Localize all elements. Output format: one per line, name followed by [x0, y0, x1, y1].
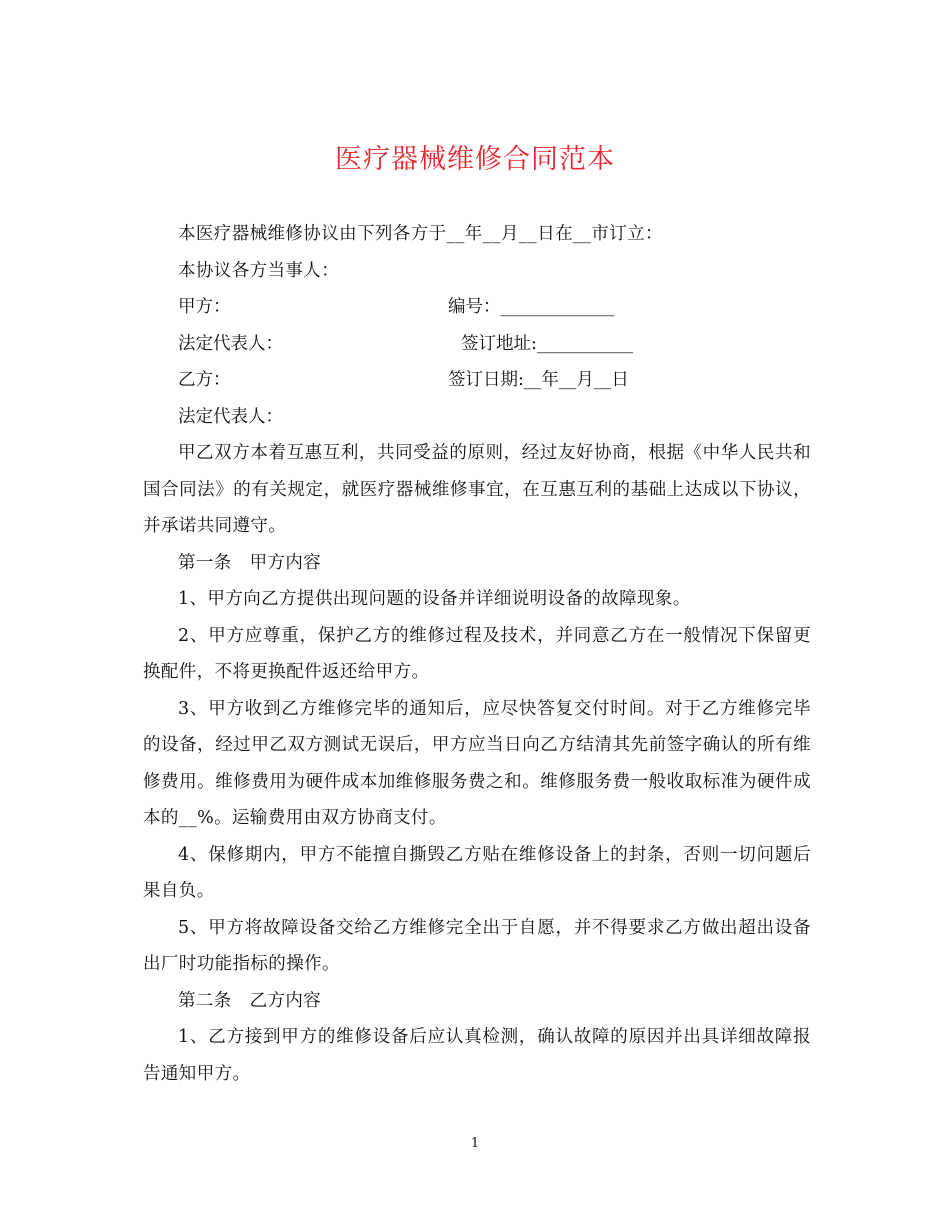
- party-a-label: 甲方：: [178, 297, 231, 317]
- preamble-paragraph: 甲乙双方本着互惠互利，共同受益的原则，经过友好协商，根据《中华人民共和国合同法》的有关规定，就医疗器械维修事宜，在互惠互利的基础上达成以下协议，并承诺共同遵守。: [143, 443, 811, 536]
- article-one-heading: 第一条 甲方内容: [178, 552, 322, 573]
- signing-date-field: 签订日期:__年__月__日: [448, 370, 629, 390]
- party-row: [143, 289, 811, 326]
- article-one-clause-1: 1、甲方向乙方提供出现问题的设备并详细说明设备的故障现象。: [178, 589, 691, 609]
- article-two-clause-1: 1、乙方接到甲方的维修设备后应认真检测，确认故障的原因并出具详细故障报告通知甲方。: [143, 1027, 811, 1084]
- document-title: 医疗器械维修合同范本: [335, 144, 615, 175]
- party-row: [143, 399, 811, 436]
- article-one-clause-2: 2、甲方应尊重，保护乙方的维修过程及技术，并同意乙方在一般情况下保留更换配件，不将更换配件返还给甲方。: [143, 625, 811, 682]
- article-one-clause-4: 4、保修期内，甲方不能擅自撕毁乙方贴在维修设备上的封条，否则一切问题后果自负。: [143, 844, 811, 901]
- article-two-heading: 第二条 乙方内容: [178, 990, 322, 1011]
- party-row: [143, 362, 811, 399]
- party-b-representative-label: 法定代表人：: [178, 406, 283, 427]
- party-b-label: 乙方：: [178, 370, 231, 390]
- article-one-clause-3: 3、甲方收到乙方维修完毕的通知后，应尽快答复交付时间。对于乙方维修完毕的设备，经过甲乙双方测试无误后，甲方应当日向乙方结清其先前签字确认的所有维修费用。维修费用为硬件成本加维修服务费之和。维修服务费一般收取标准为硬件成本的__%。运输费用由双方协商支付。: [143, 698, 811, 828]
- party-a-representative-label: 法定代表人：: [178, 333, 283, 354]
- document-body: [143, 216, 811, 1092]
- article-one-clause-5: 5、甲方将故障设备交给乙方维修完全出于自愿，并不得要求乙方做出超出设备出厂时功能指标的操作。: [143, 917, 811, 974]
- signing-address-field: 签订地址:___________: [461, 333, 634, 354]
- contract-number-field: 编号：_____________: [448, 297, 615, 317]
- parties-heading: 本协议各方当事人：: [178, 260, 340, 281]
- page-number: 1: [470, 1136, 480, 1151]
- party-row: [143, 326, 811, 363]
- intro-paragraph: 本医疗器械维修协议由下列各方于__年__月__日在__市订立：: [178, 224, 663, 244]
